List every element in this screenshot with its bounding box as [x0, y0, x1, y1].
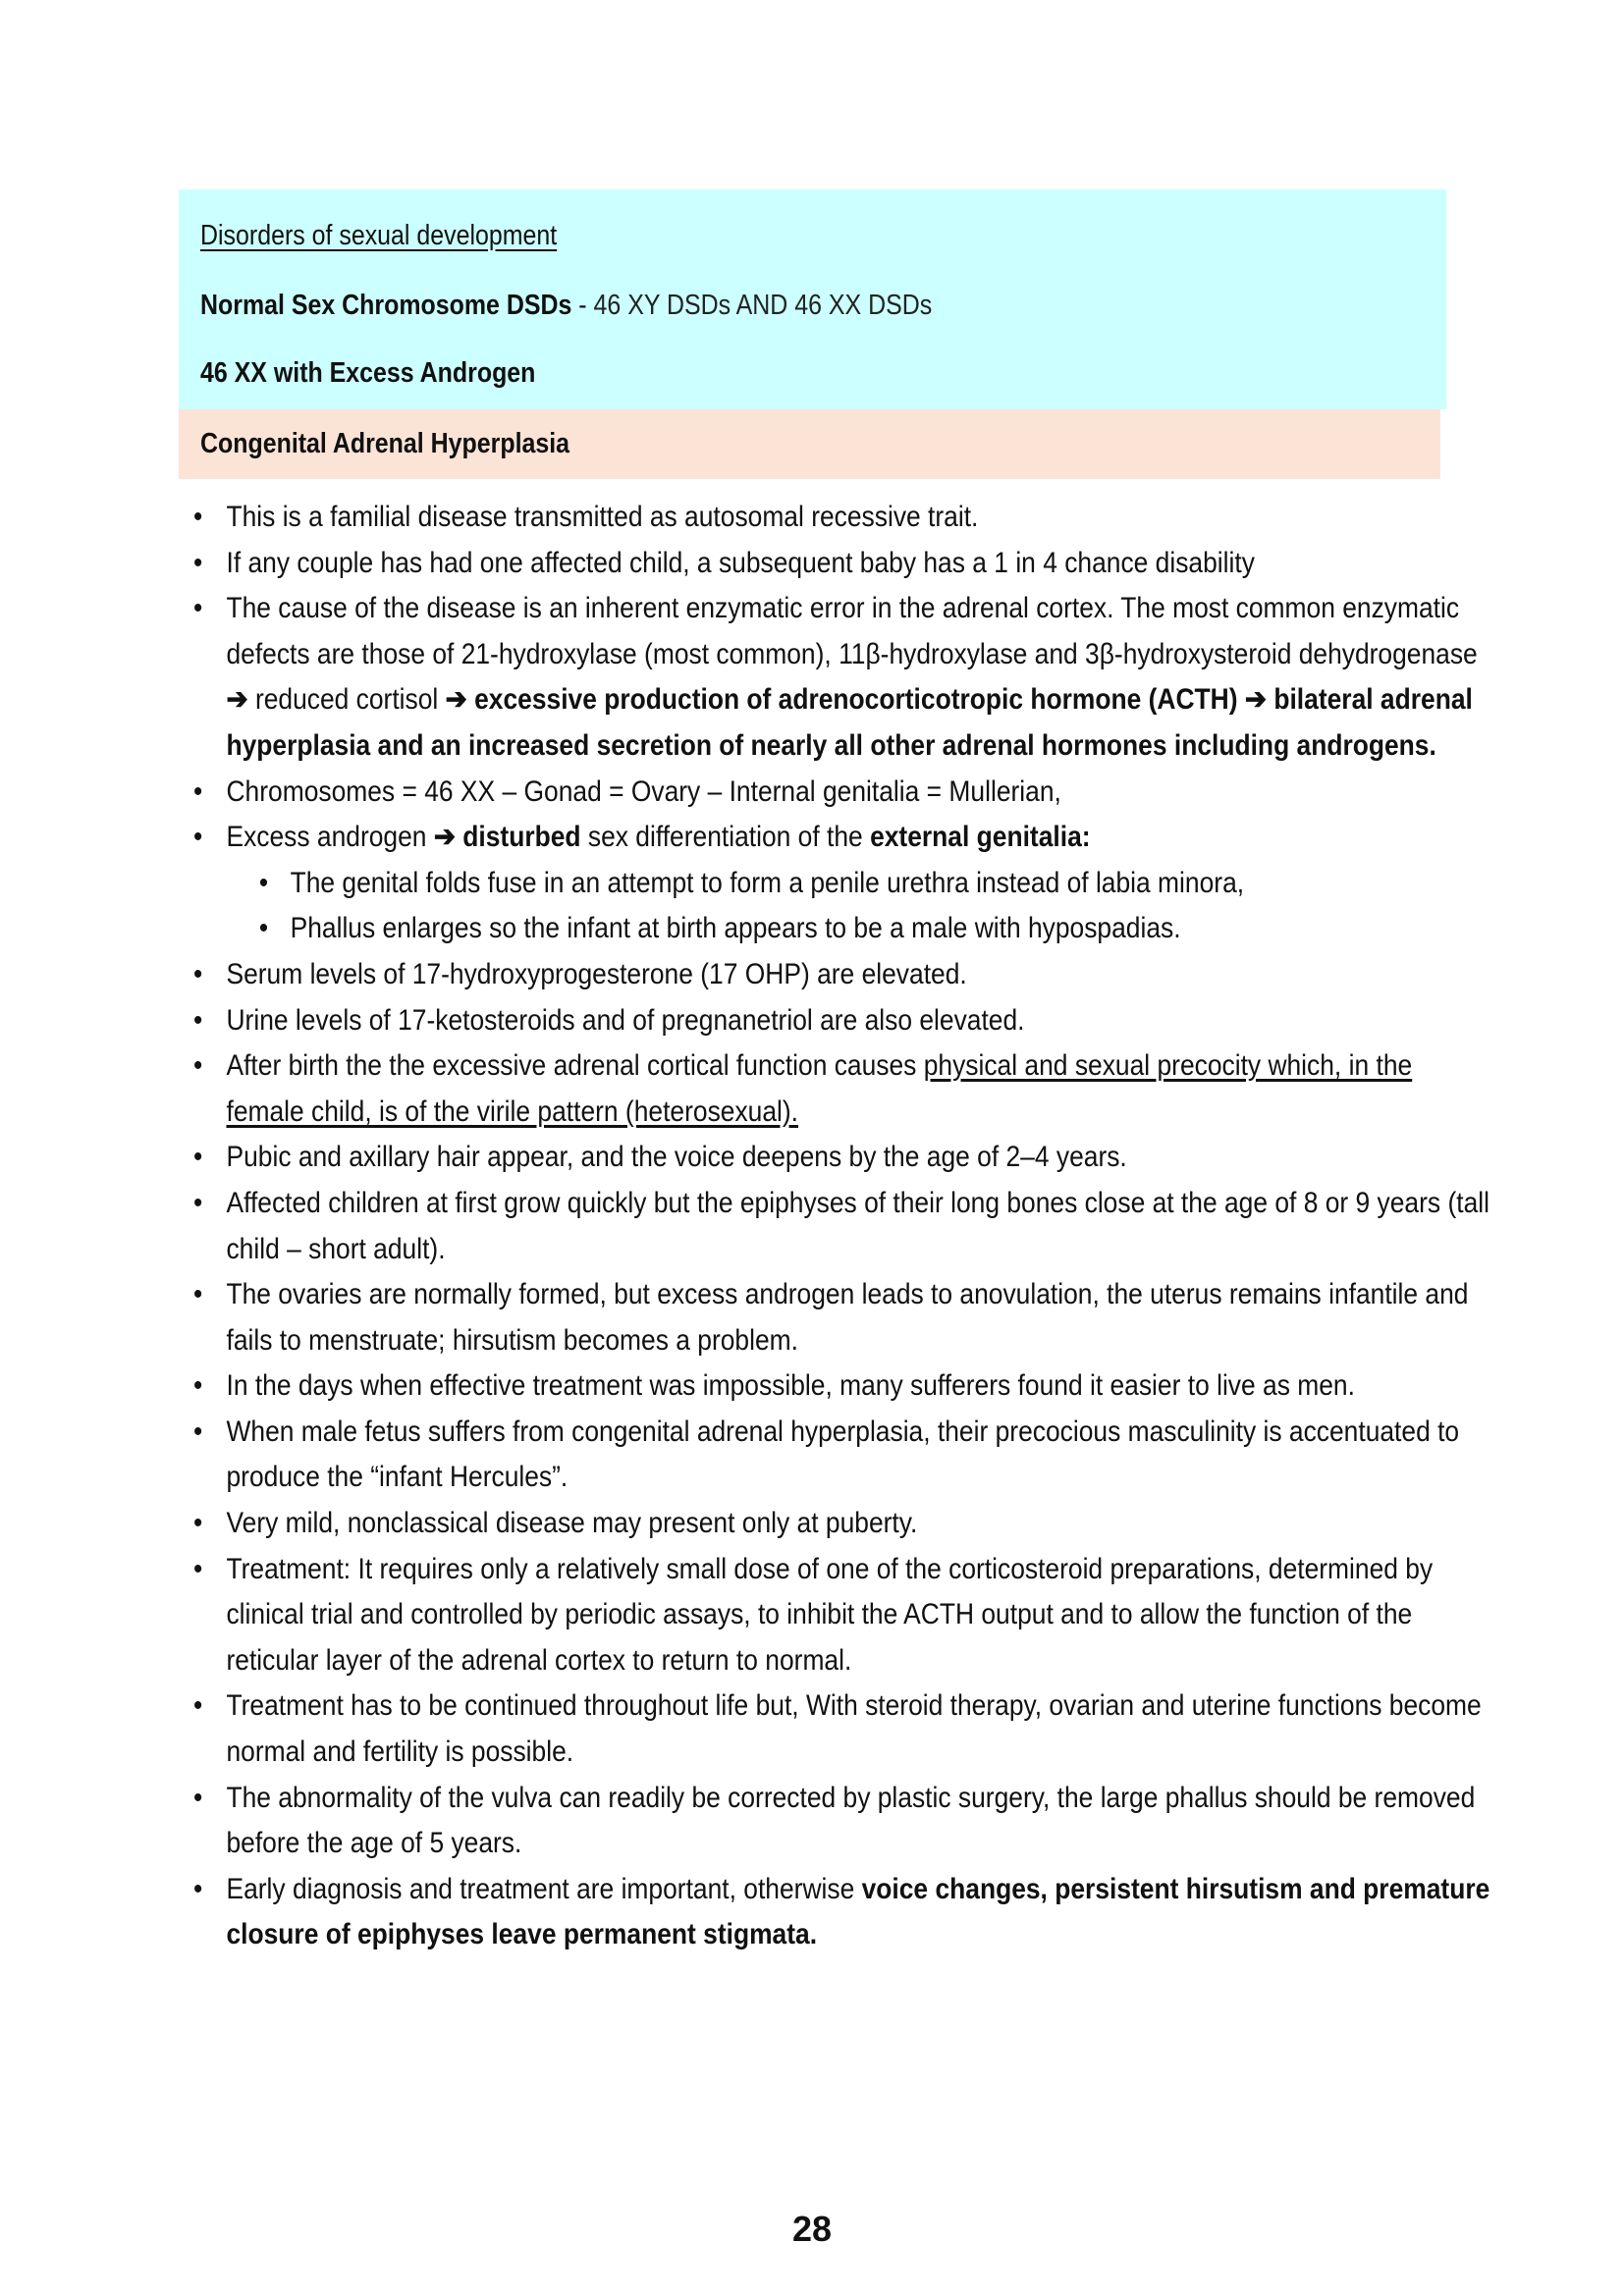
- bullet-icon: •: [193, 501, 203, 533]
- section-heading-bold: Normal Sex Chromosome DSDs: [200, 290, 572, 321]
- bullet-icon: •: [193, 1872, 203, 1905]
- bullet-icon: •: [193, 1415, 203, 1448]
- bullet-icon: •: [193, 1186, 203, 1219]
- list-item: • In the days when effective treatment was impossible, many sufferers found it easier to live as men.: [187, 1363, 1496, 1410]
- list-item: • If any couple has had one affected child, a subsequent baby has a 1 in 4 chance disability: [187, 541, 1496, 587]
- subsection-heading: 46 XX with Excess Androgen: [200, 357, 536, 389]
- list-item: • Early diagnosis and treatment are important, otherwise voice changes, persistent hirsutism and premature closure of epiphyses leave permanent stigmata.: [187, 1867, 1496, 1958]
- bullet-icon: •: [258, 912, 269, 945]
- list-item: • Pubic and axillary hair appear, and the voice deepens by the age of 2–4 years.: [187, 1135, 1496, 1181]
- list-subitem: • The genital folds fuse in an attempt to form a penile urethra instead of labia minora,: [187, 861, 1560, 907]
- page-number: 28: [791, 2209, 833, 2249]
- breadcrumb-title: Disorders of sexual development: [200, 220, 558, 251]
- list-item: • The ovaries are normally formed, but excess androgen leads to anovulation, the uterus remains infantile and fails to menstruate; hirsutism becomes a problem.: [187, 1272, 1496, 1363]
- list-item: • Excess androgen ➔ disturbed sex differentiation of the external genitalia:: [187, 815, 1496, 861]
- bullet-icon: •: [193, 1689, 203, 1723]
- list-item: • Chromosomes = 46 XX – Gonad = Ovary – Internal genitalia = Mullerian,: [187, 770, 1496, 816]
- list-item: • When male fetus suffers from congenital adrenal hyperplasia, their precocious masculinity is accentuated to produce the “infant Hercules”.: [187, 1410, 1496, 1501]
- section-heading-light: 46 XY DSDs AND 46 XX DSDs: [593, 290, 933, 321]
- list-item: • The cause of the disease is an inherent enzymatic error in the adrenal cortex. The most common enzymatic defects are those of 21-hydroxylase (most common), 11β-hydroxylase and 3β-hydroxysteroid dehydrogenase ➔ reduced cortisol ➔ excessive production of adrenocorticotropic hormone (ACTH) ➔ bilateral adrenal hyperplasia and an increased secretion of nearly all other adrenal hormones including androgens.: [187, 586, 1496, 769]
- list-item: • Treatment: It requires only a relatively small dose of one of the corticosteroid preparations, determined by clinical trial and controlled by periodic assays, to inhibit the ACTH output and to allow the function of the reticular layer of the adrenal cortex to return to normal.: [187, 1547, 1496, 1684]
- bullet-icon: •: [193, 592, 203, 625]
- section-heading-sep: -: [571, 290, 594, 321]
- list-item: • Serum levels of 17-hydroxyprogesterone (17 OHP) are elevated.: [187, 952, 1496, 998]
- list-item: • Very mild, nonclassical disease may present only at puberty.: [187, 1501, 1496, 1547]
- arrow-right-icon: ➔: [226, 683, 248, 717]
- bullet-icon: •: [193, 957, 203, 990]
- bullet-icon: •: [193, 1049, 203, 1083]
- bullet-icon: •: [193, 821, 203, 854]
- list-item: • After birth the the excessive adrenal cortical function causes physical and sexual precocity which, in the female child, is of the virile pattern (heterosexual).: [187, 1043, 1496, 1135]
- topic-heading: Congenital Adrenal Hyperplasia: [200, 428, 570, 459]
- list-item: • This is a familial disease transmitted as autosomal recessive trait.: [187, 495, 1496, 541]
- bullet-icon: •: [193, 1369, 203, 1403]
- bullet-icon: •: [193, 1141, 203, 1174]
- list-item: • The abnormality of the vulva can readily be corrected by plastic surgery, the large phallus should be removed before the age of 5 years.: [187, 1776, 1496, 1867]
- list-subitem: • Phallus enlarges so the infant at birth appears to be a male with hypospadias.: [187, 906, 1560, 952]
- list-item: • Affected children at first grow quickly but the epiphyses of their long bones close at the age of 8 or 9 years (tall child – short adult).: [187, 1181, 1496, 1272]
- bullet-icon: •: [193, 1278, 203, 1311]
- list-item: • Urine levels of 17-ketosteroids and of pregnanetriol are also elevated.: [187, 998, 1496, 1044]
- bullet-list: [187, 495, 1490, 1958]
- bullet-icon: •: [193, 1781, 203, 1814]
- bullet-icon: •: [193, 546, 203, 579]
- section-heading: [200, 288, 932, 323]
- arrow-right-icon: ➔: [433, 821, 456, 854]
- arrow-right-icon: ➔: [1244, 683, 1268, 717]
- bullet-icon: •: [193, 1507, 203, 1540]
- bullet-icon: •: [193, 1552, 203, 1585]
- bullet-icon: •: [258, 866, 269, 899]
- list-item: • Treatment has to be continued throughout life but, With steroid therapy, ovarian and uterine functions become normal and fertility is possible.: [187, 1683, 1496, 1775]
- bullet-icon: •: [193, 774, 203, 808]
- arrow-right-icon: ➔: [445, 683, 467, 717]
- bullet-icon: •: [193, 1003, 203, 1037]
